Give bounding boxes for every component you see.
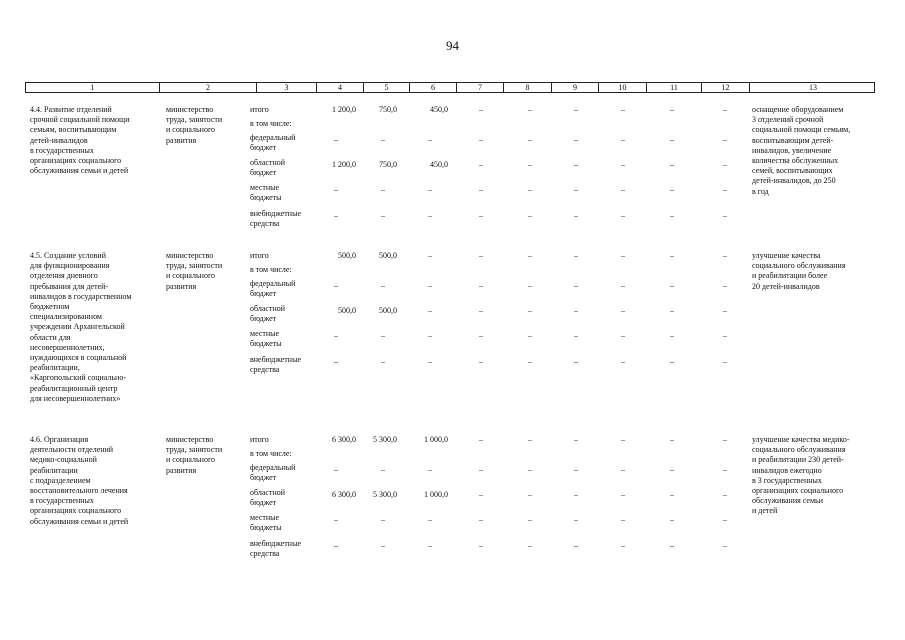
measure-text: пребывания для детей- xyxy=(30,281,109,291)
funding-value-dash: – xyxy=(574,435,578,444)
result-text: 20 детей-инвалидов xyxy=(752,281,820,291)
funding-value: 1 200,0 xyxy=(332,105,356,114)
funding-value-dash: – xyxy=(428,357,432,366)
column-header-8: 8 xyxy=(503,83,551,92)
funding-source: средства xyxy=(250,365,280,375)
funding-source: бюджет xyxy=(250,143,277,153)
funding-value-dash: – xyxy=(670,306,674,315)
executor-text: и социального xyxy=(166,271,216,281)
funding-value-dash: – xyxy=(528,331,532,340)
funding-value-dash: – xyxy=(428,331,432,340)
funding-value-dash: – xyxy=(334,135,338,144)
funding-value-dash: – xyxy=(334,357,338,366)
funding-value-dash: – xyxy=(528,435,532,444)
column-header-13: 13 xyxy=(749,83,876,92)
funding-value-dash: – xyxy=(428,135,432,144)
measure-text: детей-инвалидов xyxy=(30,135,88,145)
measure-text: организациях социального xyxy=(30,156,122,165)
column-header-9: 9 xyxy=(551,83,598,92)
funding-source: бюджеты xyxy=(250,193,282,203)
result-text: количества обслуженных xyxy=(752,156,839,165)
funding-value-dash: – xyxy=(574,211,578,220)
funding-value-dash: – xyxy=(574,105,578,114)
result-text: улучшение качества медико- xyxy=(752,435,850,444)
funding-source: федеральный xyxy=(250,463,296,472)
funding-value-dash: – xyxy=(574,160,578,169)
funding-value-dash: – xyxy=(670,541,674,550)
funding-source: бюджеты xyxy=(250,339,282,349)
result-text: и реабилитации более xyxy=(752,271,828,281)
funding-value: 5 300,0 xyxy=(373,490,397,499)
measure-text: реабилитации xyxy=(30,465,78,475)
measure-text: специализированном xyxy=(30,312,102,322)
funding-value: 6 300,0 xyxy=(332,490,356,499)
funding-value: 500,0 xyxy=(338,251,356,260)
executor-text: развития xyxy=(166,465,197,475)
funding-source: внебюджетные xyxy=(250,209,301,218)
funding-value: 500,0 xyxy=(338,306,356,315)
executor-text: труда, занятости xyxy=(166,115,223,125)
funding-source: бюджет xyxy=(250,289,277,299)
funding-value-dash: – xyxy=(723,490,727,499)
funding-value-dash: – xyxy=(528,185,532,194)
funding-value-dash: – xyxy=(621,185,625,194)
funding-value-dash: – xyxy=(528,515,532,524)
column-header-1: 1 xyxy=(90,83,95,92)
funding-value-dash: – xyxy=(621,251,625,260)
funding-value-dash: – xyxy=(670,185,674,194)
funding-value-dash: – xyxy=(574,306,578,315)
funding-value-dash: – xyxy=(670,490,674,499)
funding-source: бюджет xyxy=(250,498,277,508)
funding-value-dash: – xyxy=(621,105,625,114)
funding-value-dash: – xyxy=(723,160,727,169)
funding-value: 750,0 xyxy=(379,160,397,169)
funding-value-dash: – xyxy=(621,357,625,366)
result-text: улучшение качества xyxy=(752,251,821,260)
executor-text: и социального xyxy=(166,455,216,465)
funding-source: бюджеты xyxy=(250,523,282,533)
funding-value: 1 000,0 xyxy=(424,435,448,444)
funding-value: 5 300,0 xyxy=(373,435,397,444)
funding-value-dash: – xyxy=(334,281,338,290)
result-text: 3 отделений срочной xyxy=(752,115,824,125)
funding-value-dash: – xyxy=(428,541,432,550)
executor-text: министерство xyxy=(166,435,214,444)
funding-value-dash: – xyxy=(670,435,674,444)
funding-source: в том числе: xyxy=(250,449,292,458)
result-text: детей-инвалидов, до 250 xyxy=(752,176,836,186)
funding-source: средства xyxy=(250,219,280,229)
funding-value-dash: – xyxy=(723,251,727,260)
funding-value: 6 300,0 xyxy=(332,435,356,444)
result-text: социальной помощи семьям, xyxy=(752,125,851,135)
funding-value-dash: – xyxy=(723,281,727,290)
funding-value-dash: – xyxy=(670,465,674,474)
measure-text: реабилитационный центр xyxy=(30,383,118,393)
funding-value-dash: – xyxy=(621,135,625,144)
funding-value-dash: – xyxy=(479,105,483,114)
funding-value-dash: – xyxy=(574,185,578,194)
funding-value-dash: – xyxy=(381,185,385,194)
funding-value-dash: – xyxy=(428,465,432,474)
funding-value: 1 200,0 xyxy=(332,160,356,169)
funding-source: в том числе: xyxy=(250,119,292,128)
funding-value-dash: – xyxy=(670,211,674,220)
funding-value-dash: – xyxy=(479,135,483,144)
funding-source: местные xyxy=(250,329,280,338)
funding-value-dash: – xyxy=(428,185,432,194)
funding-value-dash: – xyxy=(723,331,727,340)
result-text: семей, воспитывающих xyxy=(752,166,833,176)
funding-value-dash: – xyxy=(723,211,727,220)
measure-text: реабилитации, xyxy=(30,363,80,373)
funding-value-dash: – xyxy=(574,135,578,144)
funding-value-dash: – xyxy=(381,515,385,524)
page-number: 94 xyxy=(446,38,459,53)
column-header-4: 4 xyxy=(316,83,363,92)
funding-value-dash: – xyxy=(621,160,625,169)
funding-value-dash: – xyxy=(479,185,483,194)
funding-value-dash: – xyxy=(428,306,432,315)
funding-source: итого xyxy=(250,251,269,260)
funding-value: 500,0 xyxy=(379,306,397,315)
column-header-5: 5 xyxy=(363,83,409,92)
result-text: в год xyxy=(752,186,769,196)
executor-text: развития xyxy=(166,281,197,291)
funding-value-dash: – xyxy=(381,465,385,474)
measure-text: учреждении Архангельской xyxy=(30,322,125,332)
funding-value-dash: – xyxy=(621,306,625,315)
funding-value-dash: – xyxy=(621,515,625,524)
funding-source: областной xyxy=(250,488,286,497)
funding-source: итого xyxy=(250,435,269,444)
funding-source: в том числе: xyxy=(250,265,292,274)
funding-value-dash: – xyxy=(621,435,625,444)
funding-value-dash: – xyxy=(723,357,727,366)
executor-text: развития xyxy=(166,135,197,145)
funding-value-dash: – xyxy=(670,160,674,169)
funding-value-dash: – xyxy=(428,251,432,260)
funding-value-dash: – xyxy=(670,357,674,366)
funding-value-dash: – xyxy=(621,541,625,550)
funding-source: бюджет xyxy=(250,473,277,483)
funding-source: внебюджетные xyxy=(250,355,301,364)
funding-value-dash: – xyxy=(381,281,385,290)
column-header-6: 6 xyxy=(409,83,456,92)
funding-value-dash: – xyxy=(428,281,432,290)
funding-value-dash: – xyxy=(334,331,338,340)
measure-text: восстановительного лечения xyxy=(30,486,128,495)
funding-value-dash: – xyxy=(723,465,727,474)
funding-source: внебюджетные xyxy=(250,539,301,548)
measure-text: нуждающихся в социальной xyxy=(30,353,127,362)
funding-value-dash: – xyxy=(574,357,578,366)
funding-value-dash: – xyxy=(479,306,483,315)
measure-text: срочной социальной помощи xyxy=(30,115,130,125)
measure-text: области для xyxy=(30,332,71,342)
funding-value-dash: – xyxy=(723,105,727,114)
funding-value-dash: – xyxy=(723,185,727,194)
funding-value-dash: – xyxy=(428,211,432,220)
result-text: социального обслуживания xyxy=(752,261,846,271)
funding-value-dash: – xyxy=(574,515,578,524)
funding-value-dash: – xyxy=(428,515,432,524)
funding-value-dash: – xyxy=(479,435,483,444)
funding-value-dash: – xyxy=(479,357,483,366)
result-text: и детей xyxy=(752,506,778,516)
funding-value-dash: – xyxy=(479,541,483,550)
funding-value: 1 000,0 xyxy=(424,490,448,499)
column-header-10: 10 xyxy=(598,83,646,92)
funding-value-dash: – xyxy=(621,465,625,474)
measure-text: организациях социального xyxy=(30,506,122,516)
result-text: организациях социального xyxy=(752,486,844,495)
funding-value-dash: – xyxy=(334,185,338,194)
funding-value-dash: – xyxy=(723,515,727,524)
funding-source: средства xyxy=(250,549,280,559)
column-header-2: 2 xyxy=(159,83,256,92)
result-text: воспитывающим детей- xyxy=(752,135,834,145)
funding-value-dash: – xyxy=(334,541,338,550)
funding-value-dash: – xyxy=(381,331,385,340)
column-header-row xyxy=(25,82,875,93)
funding-value-dash: – xyxy=(381,135,385,144)
result-text: инвалидов ежегодно xyxy=(752,465,822,475)
result-text: обслуживания семьи xyxy=(752,496,823,506)
result-text: в 3 государственных xyxy=(752,475,822,485)
funding-value-dash: – xyxy=(528,251,532,260)
funding-value-dash: – xyxy=(574,331,578,340)
funding-value-dash: – xyxy=(621,490,625,499)
funding-value-dash: – xyxy=(723,135,727,144)
funding-value-dash: – xyxy=(528,306,532,315)
funding-value-dash: – xyxy=(574,465,578,474)
measure-text: отделения дневного xyxy=(30,271,98,281)
funding-value-dash: – xyxy=(528,541,532,550)
result-text: и реабилитации 230 детей- xyxy=(752,455,844,465)
funding-value-dash: – xyxy=(528,357,532,366)
funding-value-dash: – xyxy=(381,211,385,220)
result-text: инвалидов, увеличение xyxy=(752,145,832,155)
measure-text: медико-социальной xyxy=(30,455,97,465)
measure-text: деятельности отделений xyxy=(30,445,114,455)
funding-source: областной xyxy=(250,158,286,167)
funding-value-dash: – xyxy=(528,490,532,499)
funding-value-dash: – xyxy=(334,515,338,524)
funding-value: 750,0 xyxy=(379,105,397,114)
funding-value-dash: – xyxy=(479,211,483,220)
column-header-11: 11 xyxy=(646,83,701,92)
measure-text: семьям, воспитывающим xyxy=(30,125,117,135)
funding-value-dash: – xyxy=(479,331,483,340)
funding-value-dash: – xyxy=(574,281,578,290)
funding-value-dash: – xyxy=(621,281,625,290)
funding-value-dash: – xyxy=(528,281,532,290)
funding-value-dash: – xyxy=(334,211,338,220)
funding-value-dash: – xyxy=(574,541,578,550)
executor-text: министерство xyxy=(166,105,214,114)
funding-source: бюджет xyxy=(250,314,277,324)
measure-text: обслуживания семьи и детей xyxy=(30,166,129,176)
measure-text: «Каргопольский социально- xyxy=(30,373,126,383)
funding-source: бюджет xyxy=(250,168,277,178)
measure-text: бюджетном xyxy=(30,302,70,311)
funding-value-dash: – xyxy=(670,515,674,524)
funding-source: федеральный xyxy=(250,133,296,142)
funding-value-dash: – xyxy=(479,281,483,290)
executor-text: министерство xyxy=(166,251,214,260)
funding-value: 450,0 xyxy=(430,160,448,169)
measure-text: для несовершеннолетних» xyxy=(30,393,121,403)
funding-value-dash: – xyxy=(670,331,674,340)
measure-text: в государственных xyxy=(30,496,94,506)
funding-value-dash: – xyxy=(479,160,483,169)
measure-text: в государственных xyxy=(30,145,94,155)
column-header-3: 3 xyxy=(256,83,316,92)
funding-value-dash: – xyxy=(670,135,674,144)
funding-value-dash: – xyxy=(621,331,625,340)
funding-value-dash: – xyxy=(574,251,578,260)
funding-value-dash: – xyxy=(381,541,385,550)
funding-value-dash: – xyxy=(621,211,625,220)
column-header-12: 12 xyxy=(701,83,749,92)
funding-value-dash: – xyxy=(670,251,674,260)
funding-value-dash: – xyxy=(670,105,674,114)
funding-value-dash: – xyxy=(723,435,727,444)
measure-text: инвалидов в государственном xyxy=(30,291,132,301)
funding-value: 450,0 xyxy=(430,105,448,114)
funding-value-dash: – xyxy=(670,281,674,290)
funding-value-dash: – xyxy=(381,357,385,366)
funding-source: местные xyxy=(250,183,280,192)
executor-text: и социального xyxy=(166,125,216,135)
funding-value-dash: – xyxy=(723,541,727,550)
funding-value-dash: – xyxy=(528,160,532,169)
funding-value: 500,0 xyxy=(379,251,397,260)
funding-source: областной xyxy=(250,304,286,313)
funding-value-dash: – xyxy=(334,465,338,474)
funding-value-dash: – xyxy=(528,465,532,474)
funding-source: местные xyxy=(250,513,280,522)
funding-value-dash: – xyxy=(528,105,532,114)
measure-text: 4.6. Организация xyxy=(30,435,89,444)
measure-text: 4.5. Создание условий xyxy=(30,251,106,260)
measure-text: с подразделением xyxy=(30,475,91,485)
funding-value-dash: – xyxy=(723,306,727,315)
result-text: оснащение оборудованием xyxy=(752,105,844,114)
funding-source: федеральный xyxy=(250,279,296,288)
column-header-7: 7 xyxy=(456,83,503,92)
funding-value-dash: – xyxy=(479,465,483,474)
funding-value-dash: – xyxy=(479,515,483,524)
executor-text: труда, занятости xyxy=(166,445,223,455)
measure-text: 4.4. Развитие отделений xyxy=(30,105,112,114)
funding-value-dash: – xyxy=(528,135,532,144)
measure-text: для функционирования xyxy=(30,261,110,271)
measure-text: обслуживания семьи и детей xyxy=(30,516,129,526)
executor-text: труда, занятости xyxy=(166,261,223,271)
funding-value-dash: – xyxy=(479,251,483,260)
result-text: социального обслуживания xyxy=(752,445,846,455)
funding-source: итого xyxy=(250,105,269,114)
measure-text: несовершеннолетних, xyxy=(30,342,105,352)
funding-value-dash: – xyxy=(528,211,532,220)
funding-value-dash: – xyxy=(574,490,578,499)
funding-value-dash: – xyxy=(479,490,483,499)
